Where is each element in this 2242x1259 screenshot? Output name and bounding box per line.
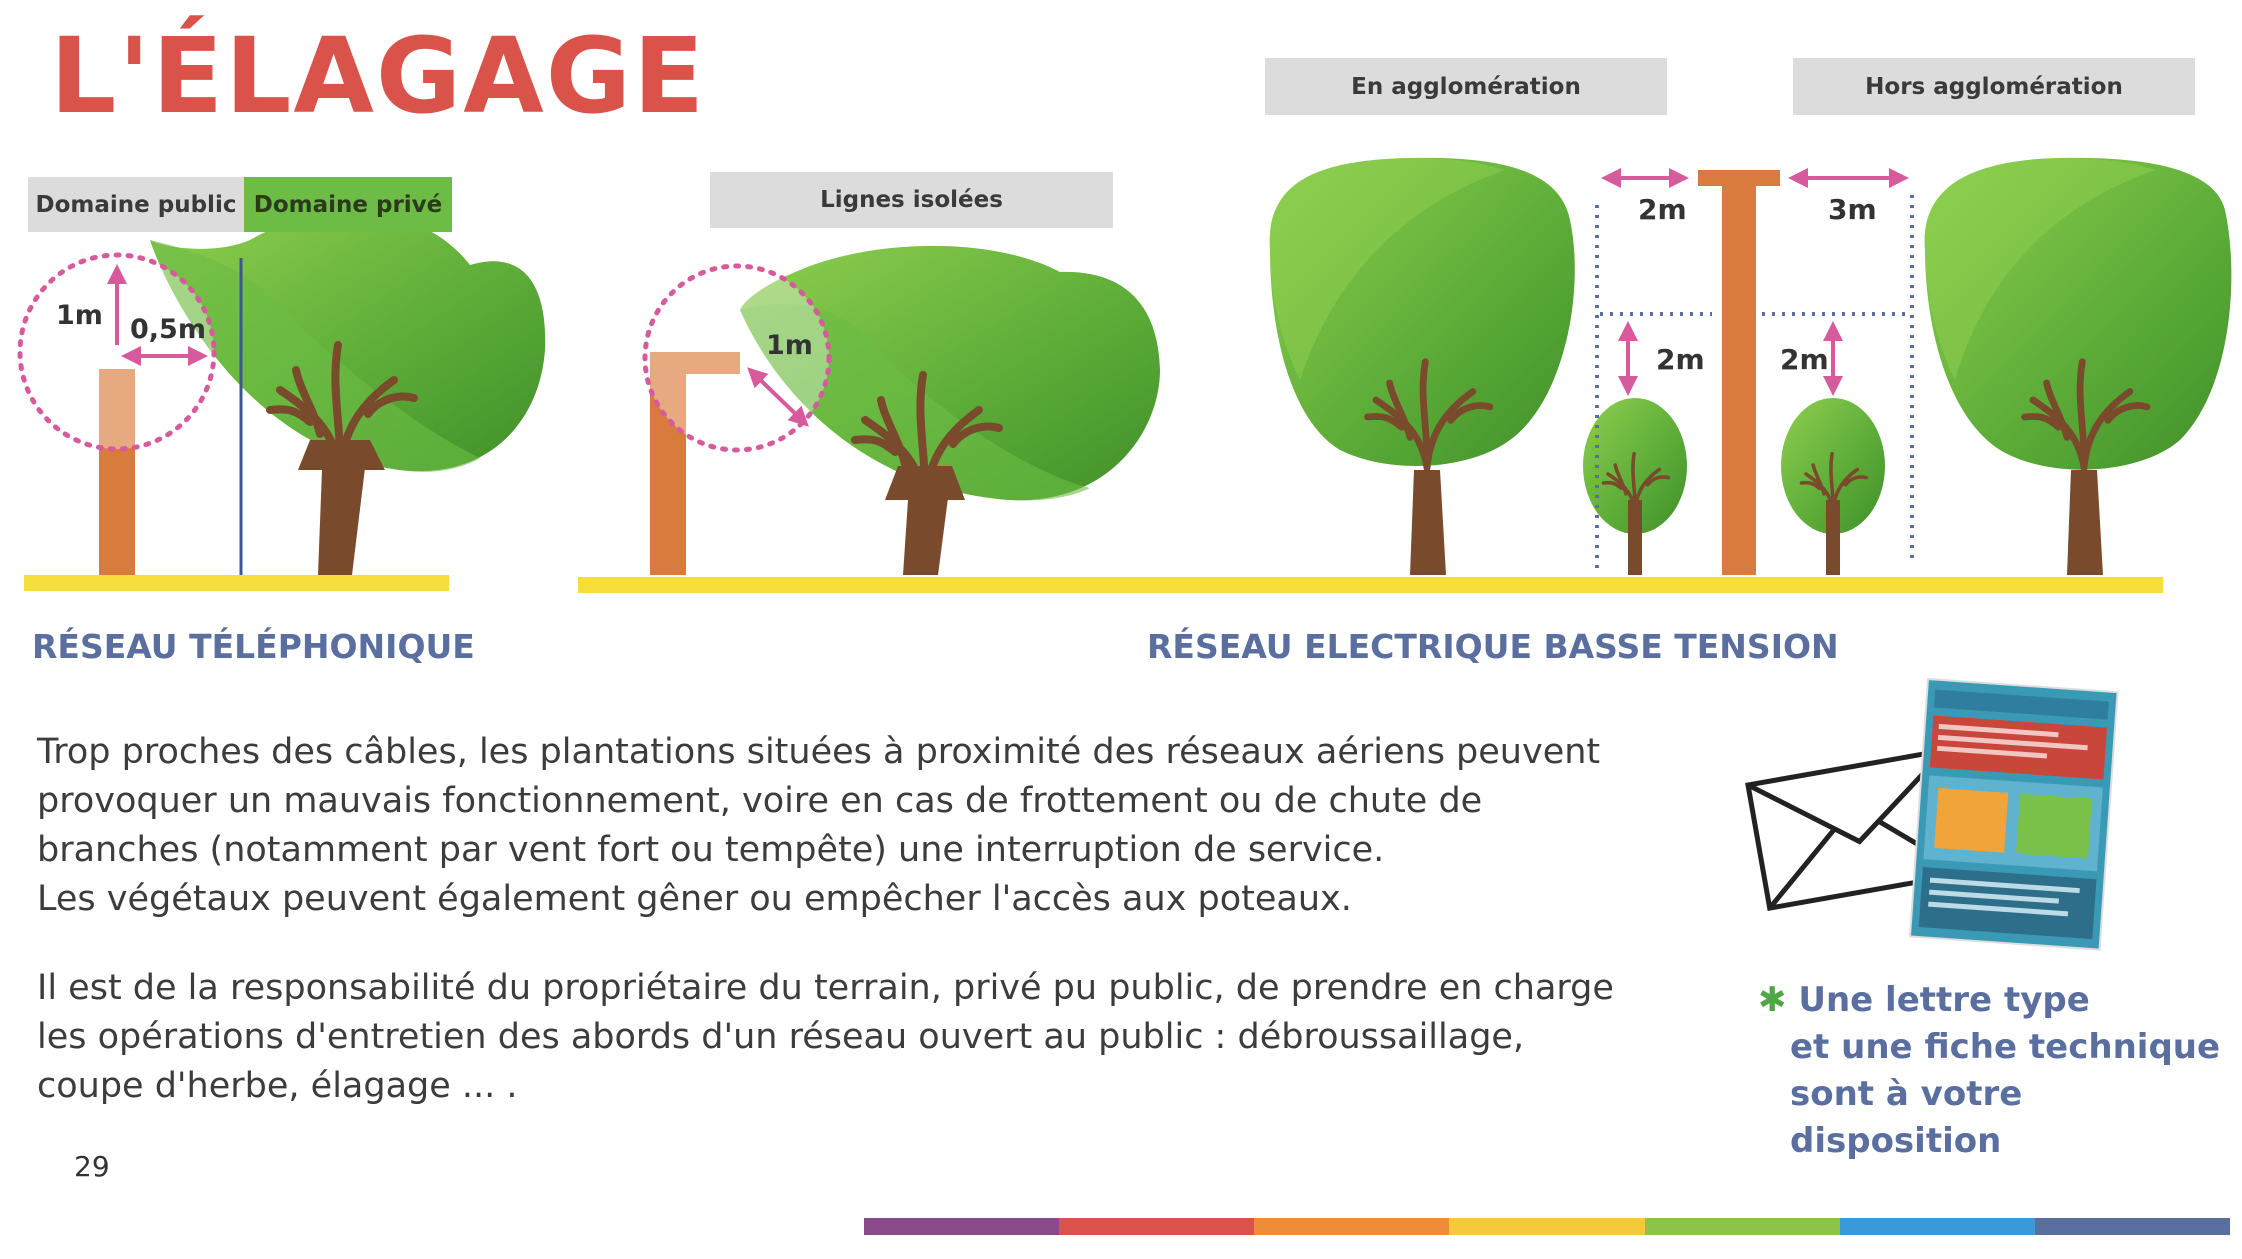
heading-telephone-network: RÉSEAU TÉLÉPHONIQUE [32, 627, 475, 666]
ground-electric [578, 577, 2163, 593]
document-thumbnail-icon [1910, 679, 2118, 950]
dim-electric-out-vertical: 2m [1780, 343, 1829, 376]
label-public-domain: Domaine public [28, 177, 244, 232]
rainbow-stripe [864, 1218, 2230, 1235]
text-line: Il est de la responsabilité du propriétaire du terrain, privé pu public, de prendre en charge [37, 968, 1614, 1008]
heading-electric-network: RÉSEAU ELECTRIQUE BASSE TENSION [1147, 627, 1839, 666]
envelope-icon [1740, 675, 2160, 965]
ground-telephone [24, 575, 449, 591]
tree-out-agglomeration-large [1925, 158, 2232, 575]
dim-electric-in-horizontal: 2m [1638, 193, 1687, 226]
stripe-segment [1059, 1218, 1254, 1235]
asterisk-bullet-icon: ✱ [1758, 980, 1787, 1020]
side-note-text: Une lettre type [1798, 980, 2090, 1020]
tree-agglomeration-large [1270, 158, 1575, 575]
stripe-segment [1449, 1218, 1644, 1235]
side-note-line-2: et une fiche technique [1790, 1027, 2221, 1067]
dim-electric-out-horizontal: 3m [1828, 193, 1877, 226]
text-line: provoquer un mauvais fonctionnement, voire en cas de frottement ou de chute de [37, 781, 1483, 821]
body-text [37, 728, 1677, 1111]
electric-pole [1722, 180, 1756, 575]
dim-telephone-horizontal: 0,5m [130, 314, 206, 345]
side-note [1758, 977, 2242, 1165]
paragraph-2 [37, 964, 1677, 1111]
page-number: 29 [74, 1150, 110, 1183]
stripe-segment [1645, 1218, 1840, 1235]
text-line: les opérations d'entretien des abords d'un réseau ouvert au public : débroussaillage, [37, 1017, 1525, 1057]
stripe-segment [1254, 1218, 1449, 1235]
text-line: Les végétaux peuvent également gêner ou empêcher l'accès aux poteaux. [37, 879, 1352, 919]
label-private-domain: Domaine privé [244, 177, 452, 232]
dim-isolated: 1m [766, 330, 813, 361]
label-out-agglomeration: Hors agglomération [1793, 58, 2195, 115]
text-line: coupe d'herbe, élagage ... . [37, 1066, 518, 1106]
paragraph-1 [37, 728, 1677, 924]
stripe-segment [2035, 1218, 2230, 1235]
side-note-line-1 [1758, 977, 2242, 1024]
page-title: L'ÉLAGAGE [50, 15, 707, 137]
stripe-segment [864, 1218, 1059, 1235]
dim-telephone-vertical: 1m [56, 300, 103, 331]
stripe-segment [1840, 1218, 2035, 1235]
text-line: Trop proches des câbles, les plantations situées à proximité des réseaux aériens peuvent [37, 732, 1601, 772]
tree-out-agglomeration-small [1781, 398, 1885, 575]
dim-electric-in-vertical: 2m [1656, 343, 1705, 376]
label-in-agglomeration: En agglomération [1265, 58, 1667, 115]
text-line: branches (notamment par vent fort ou tempête) une interruption de service. [37, 830, 1385, 870]
tree-telephone [150, 213, 545, 575]
label-isolated-lines: Lignes isolées [710, 172, 1113, 228]
side-note-line-3: sont à votre disposition [1790, 1074, 2023, 1161]
